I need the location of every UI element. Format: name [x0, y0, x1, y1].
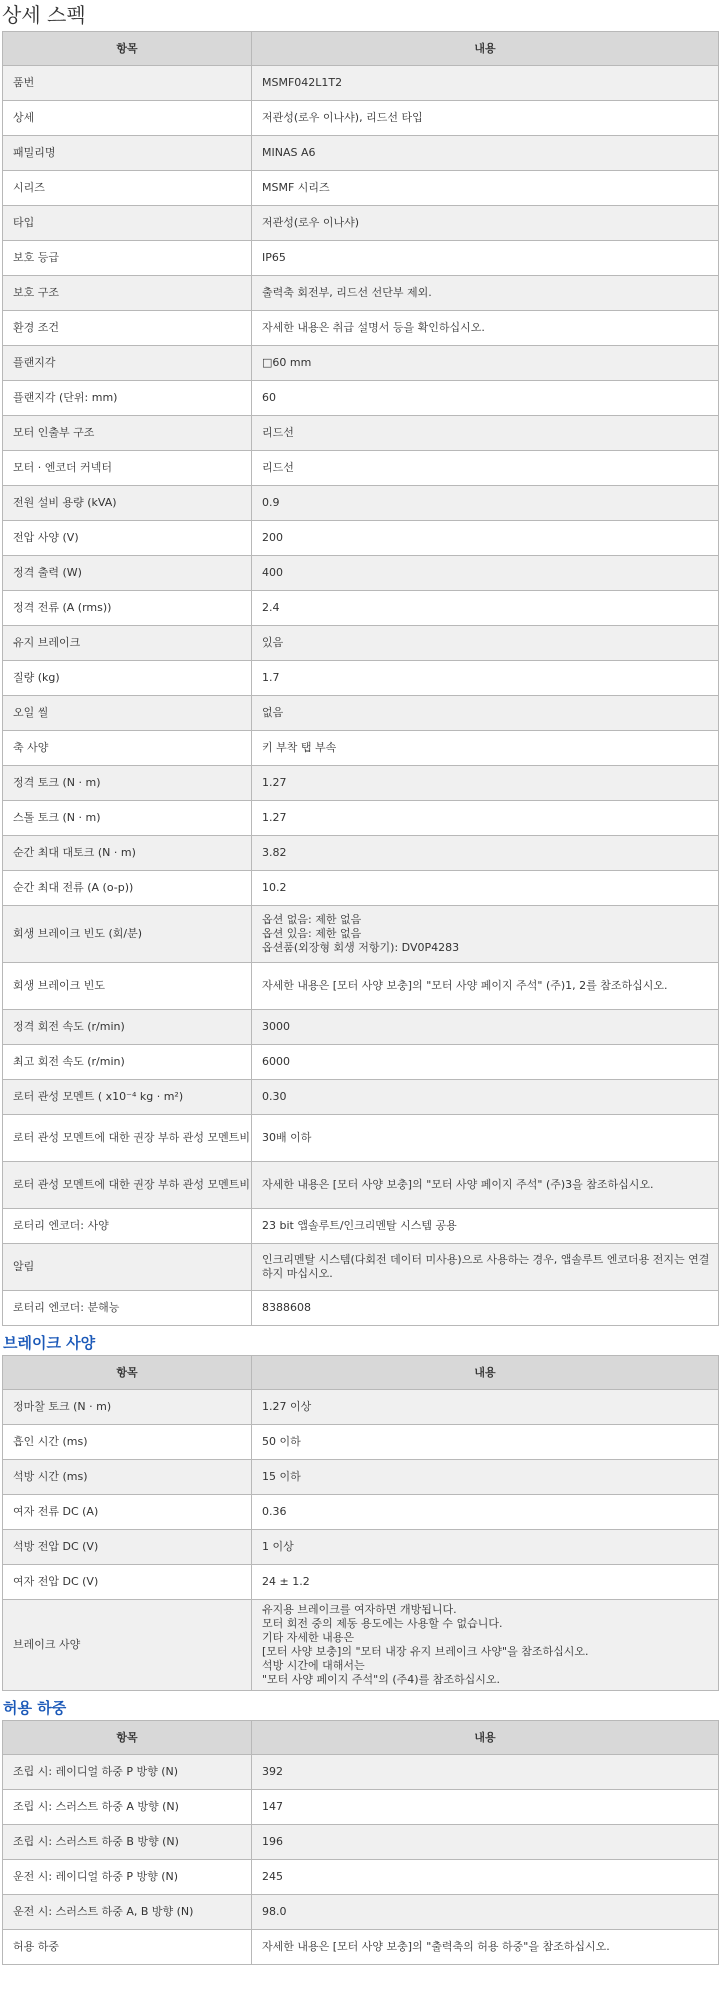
column-header-content: 내용 [252, 32, 719, 66]
row-label: 정격 토크 (N · m) [3, 766, 252, 801]
row-label: 패밀리명 [3, 136, 252, 171]
row-value: 50 이하 [252, 1425, 719, 1460]
load-table [2, 1720, 719, 1965]
table-row [3, 1755, 719, 1790]
brake-section-title: 브레이크 사양 [3, 1334, 96, 1352]
table-row [3, 1115, 719, 1162]
row-label: 정격 회전 속도 (r/min) [3, 1010, 252, 1045]
row-label: 순간 최대 전류 (A (o-p)) [3, 871, 252, 906]
row-value: 1.27 [252, 801, 719, 836]
row-value: □60 mm [252, 346, 719, 381]
table-row [3, 626, 719, 661]
row-value: 없음 [252, 696, 719, 731]
row-label: 로터 관성 모멘트에 대한 권장 부하 관성 모멘트비 [3, 1162, 252, 1209]
table-row [3, 521, 719, 556]
row-value: 1 이상 [252, 1530, 719, 1565]
spec-title: 상세 스펙 [2, 3, 86, 27]
row-label: 조립 시: 스러스트 하중 A 방향 (N) [3, 1790, 252, 1825]
column-header-content: 내용 [252, 1721, 719, 1755]
row-value: 24 ± 1.2 [252, 1565, 719, 1600]
row-label: 전원 설비 용량 (kVA) [3, 486, 252, 521]
row-value: 245 [252, 1860, 719, 1895]
row-label: 오일 씰 [3, 696, 252, 731]
row-label: 품번 [3, 66, 252, 101]
table-row [3, 1390, 719, 1425]
row-label: 최고 회전 속도 (r/min) [3, 1045, 252, 1080]
table-row [3, 836, 719, 871]
row-label: 회생 브레이크 빈도 (회/분) [3, 906, 252, 963]
row-label: 운전 시: 레이디얼 하중 P 방향 (N) [3, 1860, 252, 1895]
brake-table [2, 1355, 719, 1691]
row-label: 스톨 토크 (N · m) [3, 801, 252, 836]
table-row [3, 171, 719, 206]
row-value: 6000 [252, 1045, 719, 1080]
table-row [3, 1460, 719, 1495]
row-label: 축 사양 [3, 731, 252, 766]
row-value: 15 이하 [252, 1460, 719, 1495]
row-value: 400 [252, 556, 719, 591]
row-label: 여자 전류 DC (A) [3, 1495, 252, 1530]
row-label: 정격 전류 (A (rms)) [3, 591, 252, 626]
row-value: 30배 이하 [252, 1115, 719, 1162]
table-row [3, 381, 719, 416]
load-section-title: 허용 하중 [3, 1699, 67, 1717]
row-value: 1.7 [252, 661, 719, 696]
row-label: 질량 (kg) [3, 661, 252, 696]
row-label: 유지 브레이크 [3, 626, 252, 661]
table-row [3, 591, 719, 626]
table-row [3, 1600, 719, 1691]
row-value: 자세한 내용은 [모터 사양 보충]의 "모터 사양 페이지 주석" (주)3을 참조하십시오. [252, 1162, 719, 1209]
table-row [3, 1495, 719, 1530]
row-label: 보호 구조 [3, 276, 252, 311]
row-label: 플랜지각 [3, 346, 252, 381]
table-row [3, 276, 719, 311]
row-value: 0.36 [252, 1495, 719, 1530]
row-label: 로터 관성 모멘트 ( x10⁻⁴ kg · m²) [3, 1080, 252, 1115]
row-value: 0.9 [252, 486, 719, 521]
row-label: 석방 전압 DC (V) [3, 1530, 252, 1565]
table-row [3, 1162, 719, 1209]
table-row [3, 346, 719, 381]
row-value: 1.27 [252, 766, 719, 801]
row-label: 시리즈 [3, 171, 252, 206]
row-label: 흡인 시간 (ms) [3, 1425, 252, 1460]
row-value: 196 [252, 1825, 719, 1860]
row-value: 98.0 [252, 1895, 719, 1930]
table-row [3, 1860, 719, 1895]
table-row [3, 1045, 719, 1080]
row-value: 2.4 [252, 591, 719, 626]
row-value: 0.30 [252, 1080, 719, 1115]
row-label: 모터 인출부 구조 [3, 416, 252, 451]
row-label: 정격 출력 (W) [3, 556, 252, 591]
row-label: 운전 시: 스러스트 하중 A, B 방향 (N) [3, 1895, 252, 1930]
row-value: 자세한 내용은 [모터 사양 보충]의 "출력축의 허용 하중"을 참조하십시오. [252, 1930, 719, 1965]
row-value: 리드선 [252, 451, 719, 486]
row-label: 전압 사양 (V) [3, 521, 252, 556]
row-label: 모터 · 엔코더 커넥터 [3, 451, 252, 486]
row-label: 조립 시: 레이디얼 하중 P 방향 (N) [3, 1755, 252, 1790]
row-label: 로터리 엔코더: 분해능 [3, 1291, 252, 1326]
table-row [3, 1209, 719, 1244]
column-header-item: 항목 [3, 32, 252, 66]
table-row [3, 1930, 719, 1965]
row-label: 보호 등급 [3, 241, 252, 276]
row-value: MSMF042L1T2 [252, 66, 719, 101]
table-row [3, 206, 719, 241]
row-value: 저관성(로우 이나샤), 리드선 타입 [252, 101, 719, 136]
table-row [3, 101, 719, 136]
table-row [3, 801, 719, 836]
row-value: 1.27 이상 [252, 1390, 719, 1425]
row-label: 플랜지각 (단위: mm) [3, 381, 252, 416]
row-value: 60 [252, 381, 719, 416]
table-row [3, 1080, 719, 1115]
row-value: 인크리멘탈 시스템(다회전 데이터 미사용)으로 사용하는 경우, 앱솔루트 엔코더용 전지는 연결하지 마십시오. [252, 1244, 719, 1291]
table-row [3, 963, 719, 1010]
row-value: 자세한 내용은 [모터 사양 보충]의 "모터 사양 페이지 주석" (주)1, 2를 참조하십시오. [252, 963, 719, 1010]
column-header-item: 항목 [3, 1721, 252, 1755]
row-label: 환경 조건 [3, 311, 252, 346]
table-row [3, 486, 719, 521]
table-row [3, 1825, 719, 1860]
row-value: MINAS A6 [252, 136, 719, 171]
row-value: 자세한 내용은 취급 설명서 등을 확인하십시오. [252, 311, 719, 346]
row-label: 순간 최대 대토크 (N · m) [3, 836, 252, 871]
row-label: 회생 브레이크 빈도 [3, 963, 252, 1010]
row-value: 147 [252, 1790, 719, 1825]
row-value: 출력축 회전부, 리드선 선단부 제외. [252, 276, 719, 311]
row-label: 정마찰 토크 (N · m) [3, 1390, 252, 1425]
table-row [3, 696, 719, 731]
row-label: 타입 [3, 206, 252, 241]
row-value: 23 bit 앱솔루트/인크리멘탈 시스템 공용 [252, 1209, 719, 1244]
column-header-item: 항목 [3, 1356, 252, 1390]
row-label: 브레이크 사양 [3, 1600, 252, 1691]
table-row [3, 556, 719, 591]
table-row [3, 661, 719, 696]
table-row [3, 1425, 719, 1460]
table-row [3, 1244, 719, 1291]
table-row [3, 1530, 719, 1565]
row-label: 석방 시간 (ms) [3, 1460, 252, 1495]
table-row [3, 731, 719, 766]
row-value: 200 [252, 521, 719, 556]
row-value: 392 [252, 1755, 719, 1790]
row-label: 로터리 엔코더: 사양 [3, 1209, 252, 1244]
row-label: 알림 [3, 1244, 252, 1291]
row-value: 10.2 [252, 871, 719, 906]
row-value: 리드선 [252, 416, 719, 451]
table-row [3, 766, 719, 801]
row-value: 유지용 브레이크를 여자하면 개방됩니다. 모터 회전 중의 제동 용도에는 사용할 수 없습니다. 기타 자세한 내용은 [모터 사양 보충]의 "모터 내장 유지 브레이크 사양"을 참조하십시오. 석방 시간에 대해서는 "모터 사양 페이지 주석"의 (주4)를 참조하십시오. [252, 1600, 719, 1691]
row-label: 상세 [3, 101, 252, 136]
table-row [3, 1895, 719, 1930]
row-value: 있음 [252, 626, 719, 661]
table-row [3, 451, 719, 486]
row-value: MSMF 시리즈 [252, 171, 719, 206]
row-value: 저관성(로우 이나샤) [252, 206, 719, 241]
table-row [3, 1565, 719, 1600]
row-value: 3000 [252, 1010, 719, 1045]
table-row [3, 136, 719, 171]
table-row [3, 241, 719, 276]
row-label: 여자 전압 DC (V) [3, 1565, 252, 1600]
row-value: 옵션 없음: 제한 없음 옵션 있음: 제한 없음 옵션품(외장형 회생 저항기): DV0P4283 [252, 906, 719, 963]
row-label: 허용 하중 [3, 1930, 252, 1965]
table-row [3, 66, 719, 101]
table-row [3, 906, 719, 963]
table-row [3, 1291, 719, 1326]
table-row [3, 1790, 719, 1825]
column-header-content: 내용 [252, 1356, 719, 1390]
table-row [3, 416, 719, 451]
row-label: 로터 관성 모멘트에 대한 권장 부하 관성 모멘트비 [3, 1115, 252, 1162]
row-value: 8388608 [252, 1291, 719, 1326]
row-value: 3.82 [252, 836, 719, 871]
table-row [3, 871, 719, 906]
row-label: 조립 시: 스러스트 하중 B 방향 (N) [3, 1825, 252, 1860]
row-value: IP65 [252, 241, 719, 276]
row-value: 키 부착 탭 부속 [252, 731, 719, 766]
spec-table [2, 31, 719, 1326]
table-row [3, 1010, 719, 1045]
table-row [3, 311, 719, 346]
